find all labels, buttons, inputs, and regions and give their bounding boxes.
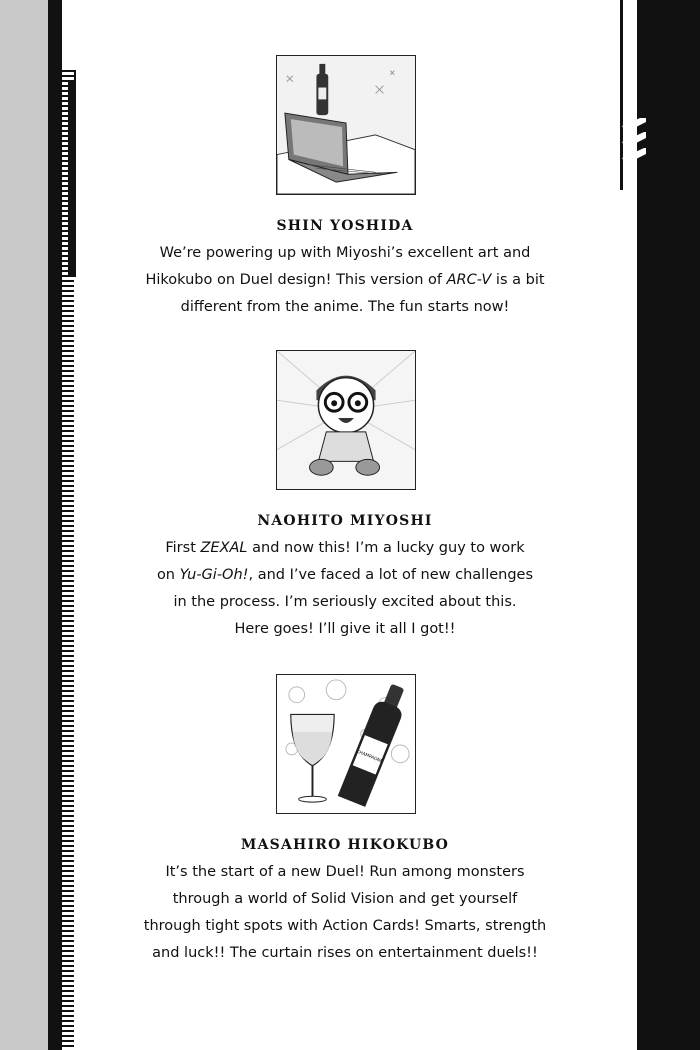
right-chevron-decoration (622, 118, 646, 178)
laptop-illustration (276, 55, 416, 195)
section-masahiro-hikokubo (110, 837, 580, 967)
comment-line: and luck!! The curtain rises on entertainment duels!! (152, 945, 538, 961)
section-shin-yoshida (110, 218, 580, 321)
author-name: SHIN YOSHIDA (276, 218, 414, 234)
comment-line: different from the anime. The fun starts now! (180, 299, 510, 315)
comment-line: on Yu-Gi-Oh!, and I’ve faced a lot of new challenges (156, 567, 534, 583)
comment-line: First ZEXAL and now this! I’m a lucky guy to work (165, 540, 525, 556)
comment-line: It’s the start of a new Duel! Run among monsters (165, 864, 525, 880)
comment-line: in the process. I’m seriously excited about this. (173, 594, 517, 610)
italic-title: ARC-V (446, 272, 492, 288)
left-gray-strip (0, 0, 48, 1050)
italic-title: ZEXAL (200, 540, 248, 556)
chibi-artist-illustration (276, 350, 416, 490)
right-black-bar (639, 0, 700, 1050)
author-comment (110, 535, 580, 643)
comment-line: through a world of Solid Vision and get yourself (172, 891, 518, 907)
comment-line: We’re powering up with Miyoshi’s excellent art and (159, 245, 531, 261)
comment-line: Here goes! I’ll give it all I got!! (234, 621, 456, 637)
comment-line: Hikokubo on Duel design! This version of ARC-V is a bit (145, 272, 545, 288)
bottle-label-text: CHAMPAGNE (355, 749, 384, 765)
author-name: MASAHIRO HIKOKUBO (240, 837, 450, 853)
left-thick-bar (68, 82, 76, 277)
champagne-illustration (276, 674, 416, 814)
comment-line: through tight spots with Action Cards! Smarts, strength (143, 918, 547, 934)
left-black-bar (48, 0, 62, 1050)
section-naohito-miyoshi (110, 513, 580, 643)
author-comment (110, 859, 580, 967)
author-name: NAOHITO MIYOSHI (257, 513, 433, 529)
italic-title: Yu-Gi-Oh! (179, 567, 249, 583)
author-comment (110, 240, 580, 321)
